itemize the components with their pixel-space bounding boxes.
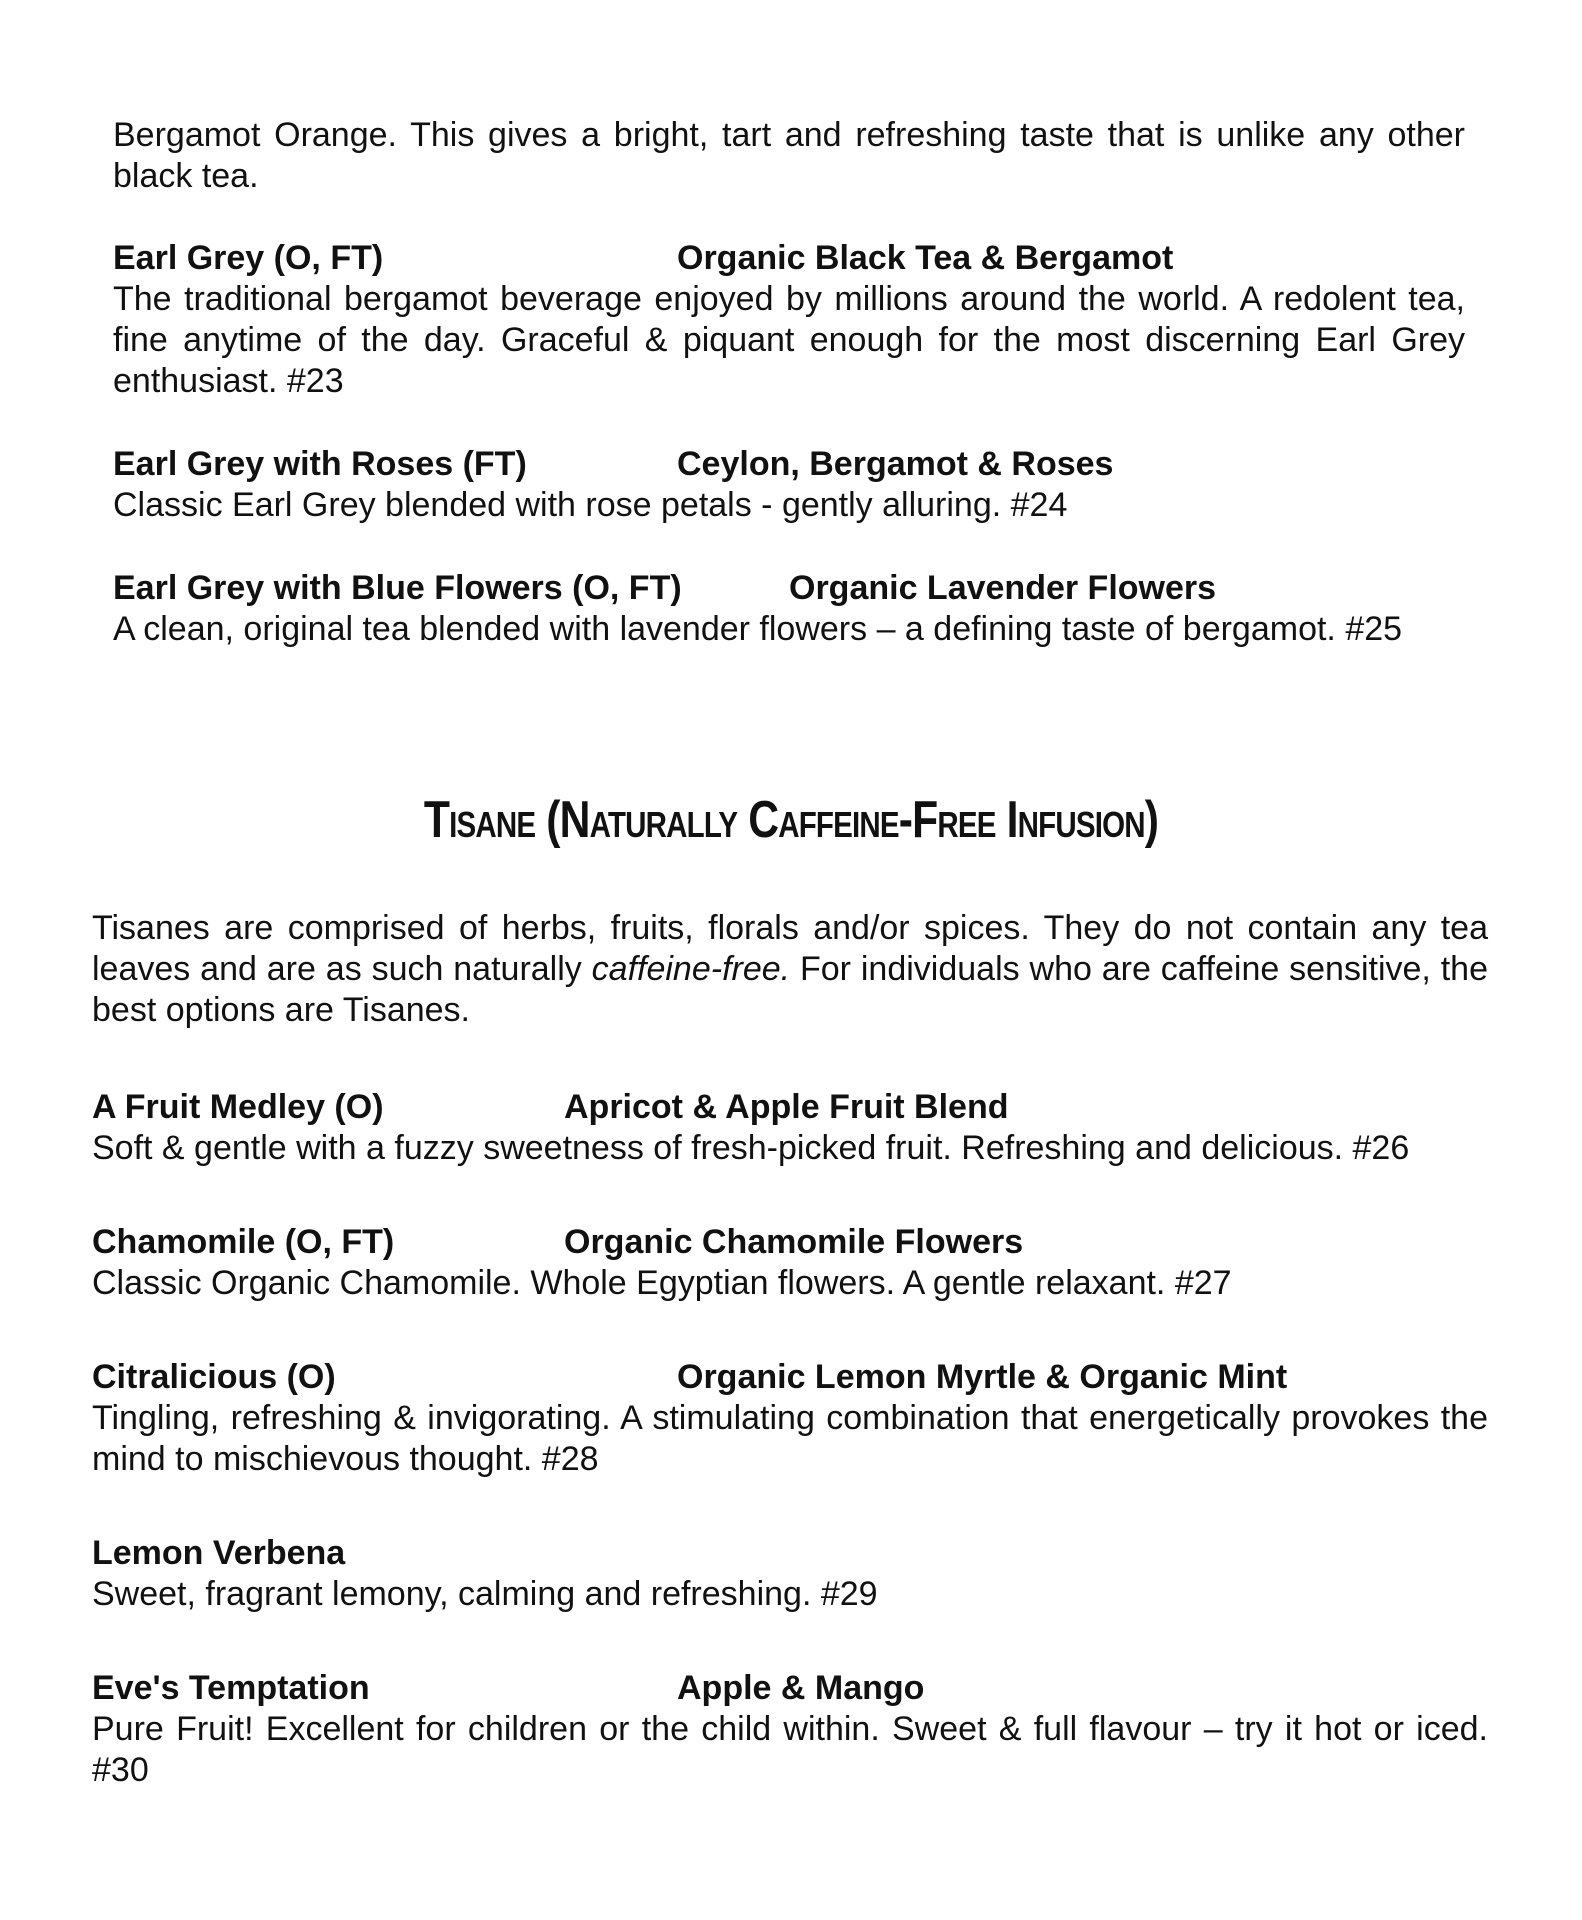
tea-item-description: Classic Earl Grey blended with rose petals - gently alluring. #24 xyxy=(113,486,1068,524)
tisane-item-fruit-medley xyxy=(92,1087,1488,1169)
tisane-intro-italic: caffeine-free. xyxy=(591,950,791,988)
tea-item-heading xyxy=(113,568,1465,609)
section-title-tisane: Tisane (Naturally Caffeine-Free Infusion) xyxy=(423,791,1159,849)
tea-item-heading xyxy=(113,238,1465,279)
tisane-item-blend: Apple & Mango xyxy=(677,1669,925,1707)
tisane-item-heading xyxy=(92,1357,1488,1398)
tisane-item-description: Pure Fruit! Excellent for children or the child within. Sweet & full flavour – try it hot or iced. #30 xyxy=(92,1710,1488,1789)
tisane-item-citralicious xyxy=(92,1357,1488,1480)
tea-item-name: Earl Grey with Roses (FT) xyxy=(113,445,527,483)
tisane-item-description: Sweet, fragrant lemony, calming and refreshing. #29 xyxy=(92,1575,878,1613)
tea-item-earl-grey-roses xyxy=(113,444,1465,526)
tisane-item-heading xyxy=(92,1087,1488,1128)
tisane-intro-block xyxy=(92,908,1488,1031)
tisane-item-name: Citralicious (O) xyxy=(92,1358,336,1396)
tisane-item-heading xyxy=(92,1222,1488,1263)
tisane-item-name: Eve's Temptation xyxy=(92,1669,370,1707)
intro-block xyxy=(113,115,1465,197)
tisane-item-blend: Apricot & Apple Fruit Blend xyxy=(564,1088,1009,1126)
tisane-intro-text xyxy=(92,908,1488,1031)
tea-item-description: A clean, original tea blended with lavender flowers – a defining taste of bergamot. #25 xyxy=(113,610,1403,648)
tea-item-name: Earl Grey (O, FT) xyxy=(113,239,384,277)
tisane-item-eves-temptation xyxy=(92,1668,1488,1791)
tea-item-heading xyxy=(113,444,1465,485)
tea-item-blend: Organic Black Tea & Bergamot xyxy=(677,239,1174,277)
tisane-item-chamomile xyxy=(92,1222,1488,1304)
tisane-intro-part1: Tisanes are comprised of herbs, fruits, florals and/or spices. They do not contain any tea leaves and are as such naturally xyxy=(92,909,1488,988)
tisane-intro-part2: For individuals who are caffeine sensitive, the best options are Tisanes. xyxy=(92,950,1489,1029)
tisane-item-name: A Fruit Medley (O) xyxy=(92,1088,384,1126)
tea-item-blend: Ceylon, Bergamot & Roses xyxy=(677,445,1114,483)
tea-item-earl-grey xyxy=(113,238,1465,402)
tisane-item-heading xyxy=(92,1533,1488,1574)
tisane-item-name: Chamomile (O, FT) xyxy=(92,1223,395,1261)
tisane-item-blend: Organic Chamomile Flowers xyxy=(564,1223,1024,1261)
tea-item-earl-grey-blue-flowers xyxy=(113,568,1465,650)
tisane-item-description: Classic Organic Chamomile. Whole Egyptian flowers. A gentle relaxant. #27 xyxy=(92,1264,1232,1302)
tisane-item-name: Lemon Verbena xyxy=(92,1534,346,1572)
tisane-item-description: Soft & gentle with a fuzzy sweetness of fresh-picked fruit. Refreshing and delicious. #26 xyxy=(92,1129,1410,1167)
tisane-item-lemon-verbena xyxy=(92,1533,1488,1615)
tea-item-name: Earl Grey with Blue Flowers (O, FT) xyxy=(113,569,682,607)
tea-item-blend: Organic Lavender Flowers xyxy=(789,569,1217,607)
tea-item-description: The traditional bergamot beverage enjoyed by millions around the world. A redolent tea, fine anytime of the day. Graceful & piquant enough for the most discerning Earl Grey enthusiast. #23 xyxy=(113,280,1465,400)
tisane-item-description: Tingling, refreshing & invigorating. A stimulating combination that energetically provokes the mind to mischievous thought. #28 xyxy=(92,1399,1488,1478)
tisane-item-heading xyxy=(92,1668,1488,1709)
tisane-item-blend: Organic Lemon Myrtle & Organic Mint xyxy=(677,1358,1288,1396)
intro-text: Bergamot Orange. This gives a bright, tart and refreshing taste that is unlike any other black tea. xyxy=(113,116,1465,195)
